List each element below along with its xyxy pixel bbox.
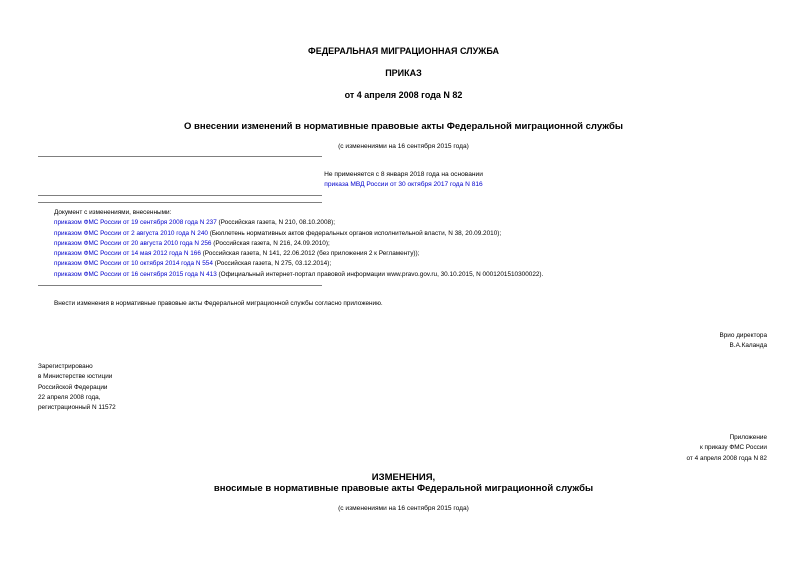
document-date: от 4 апреля 2008 года N 82 <box>344 90 463 100</box>
registration-line: 22 апреля 2008 года, <box>38 393 101 401</box>
amendment-link[interactable]: приказом ФМС России от 19 сентября 2008 года N 237 <box>54 219 217 227</box>
divider-rule <box>38 202 322 203</box>
amendment-source: (Бюллетень нормативных актов федеральных органов исполнительной власти, N 38, 20.09.2010); <box>207 229 502 237</box>
amendment-source: (Российская газета, N 275, 03.12.2014); <box>212 260 332 268</box>
registration-line: Российской Федерации <box>38 383 108 391</box>
amendment-link[interactable]: приказом ФМС России от 10 октября 2014 года N 554 <box>54 260 213 268</box>
amendment-source: (Российская газета, N 141, 22.06.2012 (без приложения 2 к Регламенту)); <box>200 250 420 258</box>
amendment-source: (Российская газета, N 216, 24.09.2010); <box>211 239 330 247</box>
document-title: О внесении изменений в нормативные правовые акты Федеральной миграционной службы <box>184 121 623 132</box>
amendment-source: (Российская газета, N 210, 08.10.2008); <box>216 219 335 227</box>
list-item <box>54 239 543 249</box>
registration-line: регистрационный N 11572 <box>38 404 116 412</box>
amendment-link[interactable]: приказом ФМС России от 20 августа 2010 года N 256 <box>54 239 212 247</box>
amendment-link[interactable]: приказом ФМС России от 2 августа 2010 года N 240 <box>54 229 208 237</box>
document-type: ПРИКАЗ <box>385 68 422 78</box>
list-item <box>54 229 543 239</box>
amendment-link[interactable]: приказом ФМС России от 14 мая 2012 года N 166 <box>54 250 201 258</box>
notice-text: Не применяется с 8 января 2018 года на основании <box>324 171 483 178</box>
order-body-text: Внести изменения в нормативные правовые акты Федеральной миграционной службы согласно приложению. <box>54 300 383 307</box>
amendment-link[interactable]: приказом ФМС России от 16 сентября 2015 года N 413 <box>54 270 217 278</box>
appendix-edition-note: (с изменениями на 16 сентября 2015 года) <box>338 505 469 512</box>
signatory-position: Врио директора <box>719 332 767 339</box>
list-item <box>54 218 543 228</box>
changes-intro: Документ с изменениями, внесенными: <box>54 209 172 216</box>
registration-line: Зарегистрировано <box>38 363 93 370</box>
notice-link[interactable]: приказа МВД России от 30 октября 2017 года N 816 <box>324 181 483 188</box>
registration-line: в Министерстве юстиции <box>38 373 113 381</box>
appendix-reference-line: Приложение <box>729 434 767 441</box>
divider-rule <box>38 195 322 196</box>
edition-note: (с изменениями на 16 сентября 2015 года) <box>338 143 469 150</box>
amendment-source: (Официальный интернет-портал правовой информации www.pravo.gov.ru, 30.10.2015, N 0001201510300022). <box>216 270 544 278</box>
appendix-reference-line: от 4 апреля 2008 года N 82 <box>686 454 767 462</box>
changes-list <box>54 208 543 280</box>
agency-name: ФЕДЕРАЛЬНАЯ МИГРАЦИОННАЯ СЛУЖБА <box>308 46 499 56</box>
appendix-subtitle: вносимые в нормативные правовые акты Федеральной миграционной службы <box>213 483 594 494</box>
appendix-reference-line: к приказу ФМС России <box>699 444 767 452</box>
appendix-reference <box>687 433 767 464</box>
list-item <box>54 249 543 259</box>
list-item <box>54 259 543 269</box>
list-item <box>54 270 543 280</box>
divider-rule <box>38 156 322 157</box>
divider-rule <box>38 285 322 286</box>
registration-block <box>38 362 116 413</box>
signatory-name: В.А.Каланда <box>729 342 767 349</box>
appendix-title: ИЗМЕНЕНИЯ, <box>371 472 436 483</box>
